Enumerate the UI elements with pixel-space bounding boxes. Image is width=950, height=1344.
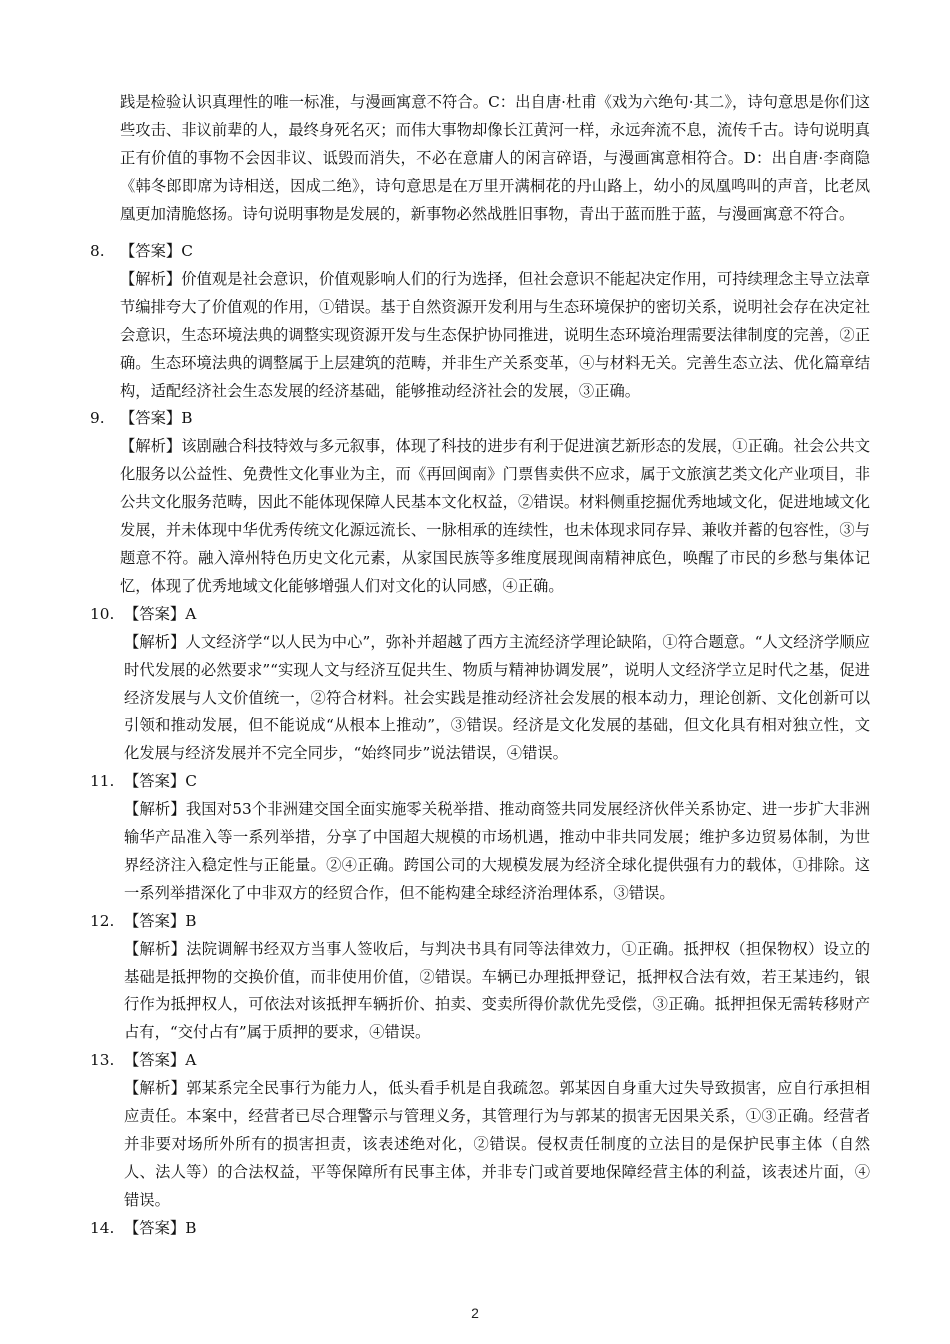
question-number: 12.	[90, 911, 115, 930]
page-number: 2	[471, 1305, 479, 1321]
answer-list	[90, 238, 870, 1243]
question-number: 14.	[90, 1218, 115, 1237]
answer-label: 【答案】A	[124, 1051, 197, 1070]
answer-item-12	[90, 908, 870, 1048]
answer-line	[90, 601, 870, 629]
answer-line	[90, 238, 870, 266]
analysis-paragraph: 【解析】我国对53个非洲建交国全面实施零关税举措、推动商签共同发展经济伙伴关系协定、进一步扩大非洲输华产品准入等一系列举措，分享了中国超大规模的市场机遇，推动中非共同发展；维护多边贸易体制，为世界经济注入稳定性与正能量。②④正确。跨国公司的大规模发展为经济全球化提供强有力的载体，①排除。这一系列举措深化了中非双方的经贸合作，但不能构建全球经济治理体系，③错误。	[124, 800, 870, 902]
answer-item-13	[90, 1047, 870, 1214]
answer-item-9	[90, 405, 870, 600]
analysis-paragraph: 【解析】该剧融合科技特效与多元叙事，体现了科技的进步有利于促进演艺新形态的发展，①正确。社会公共文化服务以公益性、免费性文化事业为主，而《再回闽南》门票售卖供不应求，属于文旅演艺类文化产业项目，非公共文化服务范畴，因此不能体现保障人民基本文化权益，②错误。材料侧重挖掘优秀地域文化，促进地域文化发展，并未体现中华优秀传统文化源远流长、一脉相承的连续性，也未体现求同存异、兼收并蓄的包容性，③与题意不符。融入漳州特色历史文化元素，从家国民族等多维度展现闽南精神底色，唤醒了市民的乡愁与集体记忆，体现了优秀地域文化能够增强人们对文化的认同感，④正确。	[120, 437, 870, 595]
question-number: 11.	[90, 772, 115, 791]
answer-label: 【答案】B	[120, 409, 193, 428]
question-number: 10.	[90, 604, 115, 623]
answer-item-14	[90, 1215, 870, 1243]
analysis-paragraph: 【解析】法院调解书经双方当事人签收后，与判决书具有同等法律效力，①正确。抵押权（担保物权）设立的基础是抵押物的交换价值，而非使用价值，②错误。车辆已办理抵押登记，抵押权合法有效，若王某违约，银行作为抵押权人，可依法对该抵押车辆折价、拍卖、变卖所得价款优先受偿，③正确。抵押担保无需转移财产占有，“交付占有”属于质押的要求，④错误。	[124, 939, 870, 1042]
answer-item-10	[90, 601, 870, 768]
analysis-paragraph: 【解析】价值观是社会意识，价值观影响人们的行为选择，但社会意识不能起决定作用，可持续理念主导立法章节编排夸大了价值观的作用，①错误。基于自然资源开发利用与生态环境保护的密切关系，说明社会存在决定社会意识，生态环境法典的调整实现资源开发与生态保护协同推进，说明生态环境治理需要法律制度的完善，②正确。生态环境法典的调整属于上层建筑的范畴，并非生产关系变革，④与材料无关。完善生态立法、优化篇章结构，适配经济社会生态发展的经济基础，能够推动经济社会的发展，③正确。	[120, 269, 870, 400]
answer-line	[90, 1215, 870, 1243]
answer-label: 【答案】B	[124, 911, 197, 930]
answer-line	[90, 768, 870, 796]
analysis-paragraph: 【解析】郭某系完全民事行为能力人，低头看手机是自我疏忽。郭某因自身重大过失导致损害，应自行承担相应责任。本案中，经营者已尽合理警示与管理义务，其管理行为与郭某的损害无因果关系，①③正确。经营者并非要对场所外所有的损害担责，该表述绝对化，②错误。侵权责任制度的立法目的是保护民事主体（自然人、法人等）的合法权益，平等保障所有民事主体，并非专门或首要地保障经营主体的利益，该表述片面，④错误。	[124, 1079, 870, 1209]
answer-label: 【答案】B	[124, 1218, 197, 1237]
answer-label: 【答案】C	[120, 242, 193, 260]
analysis-paragraph: 【解析】人文经济学“以人民为中心”，弥补并超越了西方主流经济学理论缺陷，①符合题意。“人文经济学顺应时代发展的必然要求”“实现人文与经济互促共生、物质与精神协调发展”，说明人文经济学立足时代之基，促进经济发展与人文价值统一，②符合材料。社会实践是推动经济社会发展的根本动力，理论创新、文化创新可以引领和推动发展，但不能说成“从根本上推动”，③错误。经济是文化发展的基础，但文化具有相对独立性，文化发展与经济发展并不完全同步，“始终同步”说法错误，④错误。	[124, 632, 870, 763]
question-number: 9.	[90, 409, 105, 428]
answer-line	[90, 908, 870, 936]
answer-item-11	[90, 768, 870, 908]
answer-label: 【答案】A	[124, 604, 197, 623]
answer-item-8	[90, 238, 870, 405]
continued-analysis-paragraph: 践是检验认识真理性的唯一标准，与漫画寓意不符合。C：出自唐·杜甫《戏为六绝句·其二》，诗句意思是你们这些攻击、非议前辈的人，最终身死名灭；而伟大事物却像长江黄河一样，永远奔流不息，流传千古。诗句说明真正有价值的事物不会因非议、诋毁而消失，不必在意庸人的闲言碎语，与漫画寓意相符合。D：出自唐·李商隐《韩冬郎即席为诗相送，因成二绝》，诗句意思是在万里开满桐花的丹山路上，幼小的凤凰鸣叫的声音，比老凤凰更加清脆悠扬。诗句说明事物是发展的，新事物必然战胜旧事物，青出于蓝而胜于蓝，与漫画寓意不符合。	[120, 93, 870, 223]
answer-line	[90, 405, 870, 433]
question-number: 13.	[90, 1051, 115, 1070]
answer-label: 【答案】C	[124, 772, 197, 791]
question-number: 8.	[90, 242, 105, 260]
answer-line	[90, 1047, 870, 1075]
